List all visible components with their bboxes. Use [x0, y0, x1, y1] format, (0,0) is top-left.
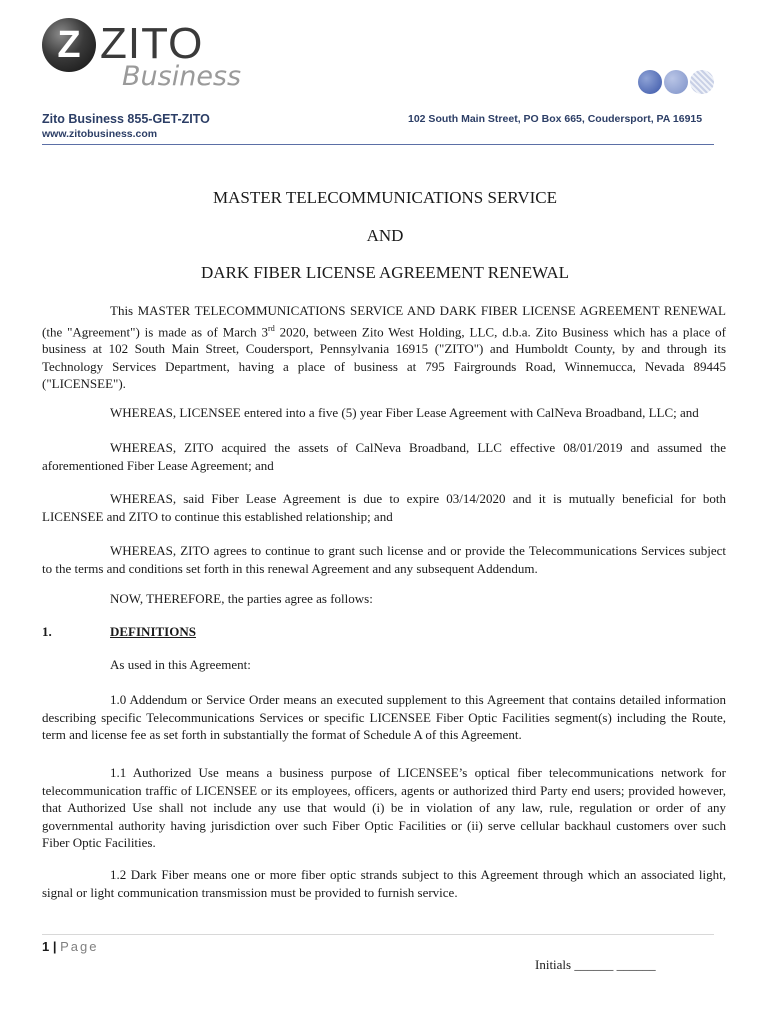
- document-title-line-3: DARK FIBER LICENSE AGREEMENT RENEWAL: [200, 263, 569, 282]
- header-address: 102 South Main Street, PO Box 665, Coudersport, PA 16915: [408, 113, 703, 125]
- section-number: 1.: [42, 624, 52, 639]
- zito-business-logo: [42, 18, 252, 92]
- logo-name: ZITO: [100, 19, 204, 68]
- whereas-clause: WHEREAS, ZITO acquired the assets of CalNeva Broadband, LLC effective 08/01/2019 and assumed the aforementioned Fiber Lease Agreement; and: [42, 440, 726, 473]
- definitions-intro: As used in this Agreement:: [110, 657, 251, 672]
- definition-item: 1.0 Addendum or Service Order means an executed supplement to this Agreement that contains detailed information describing specific Telecommunications Services or specific LICENSEE Fiber Optic Facilities segment(s) including the Route, term and license fee as set forth in substantially the format of Schedule A of this Agreement.: [42, 692, 726, 742]
- document-title-line-2: AND: [366, 226, 404, 245]
- initials-line: Initials ______ ______: [535, 957, 656, 972]
- definition-item: 1.2 Dark Fiber means one or more fiber optic strands subject to this Agreement through which an associated light, signal or light communication transmission must be provided to furnish service.: [42, 867, 726, 900]
- header-company: Zito Business 855-GET-ZITO: [42, 112, 210, 126]
- now-therefore-clause: NOW, THEREFORE, the parties agree as follows:: [110, 591, 373, 606]
- page-number: 1 | Page: [42, 939, 99, 954]
- decorative-dots-icon: [638, 70, 716, 96]
- whereas-clause: WHEREAS, LICENSEE entered into a five (5) year Fiber Lease Agreement with CalNeva Broadband, LLC; and: [110, 405, 699, 420]
- logo-subtitle: Business: [122, 61, 242, 92]
- header-divider: [42, 144, 714, 145]
- section-title: DEFINITIONS: [110, 624, 196, 639]
- whereas-clause: WHEREAS, ZITO agrees to continue to grant such license and or provide the Telecommunications Services subject to the terms and conditions set forth in this renewal Agreement and any subsequent Addendum.: [42, 543, 726, 576]
- document-title-line-1: MASTER TELECOMMUNICATIONS SERVICE: [212, 188, 557, 207]
- intro-paragraph: This MASTER TELECOMMUNICATIONS SERVICE AND DARK FIBER LICENSE AGREEMENT RENEWAL (the "Agreement") is made as of March 3rd 2020, between Zito West Holding, LLC, d.b.a. Zito Business which has a place of business at 102 South Main Street, Coudersport, Pennsylvania 16915 ("ZITO") and Humboldt County, by and through its Technology Services Department, having a place of business at 795 Fairgrounds Road, Winnemucca, Nevada 89445 ("LICENSEE").: [42, 303, 726, 392]
- whereas-clause: WHEREAS, said Fiber Lease Agreement is due to expire 03/14/2020 and it is mutually beneficial for both LICENSEE and ZITO to continue this established relationship; and: [42, 491, 726, 524]
- header-website: www.zitobusiness.com: [42, 128, 158, 140]
- definition-item: 1.1 Authorized Use means a business purpose of LICENSEE’s optical fiber telecommunications network for telecommunication traffic of LICENSEE or its employees, officers, agents or authorized third Party end users; provided however, that Authorized Use shall not include any use that would (i) be in violation of any law, rule, regulation or order of any governmental authority having jurisdiction over such Fiber Optic Facilities or (ii) serve cellular backhaul customers over such Fiber Optic Facilities.: [42, 765, 726, 850]
- logo-mark: Z: [57, 24, 81, 66]
- footer-divider: [42, 934, 714, 935]
